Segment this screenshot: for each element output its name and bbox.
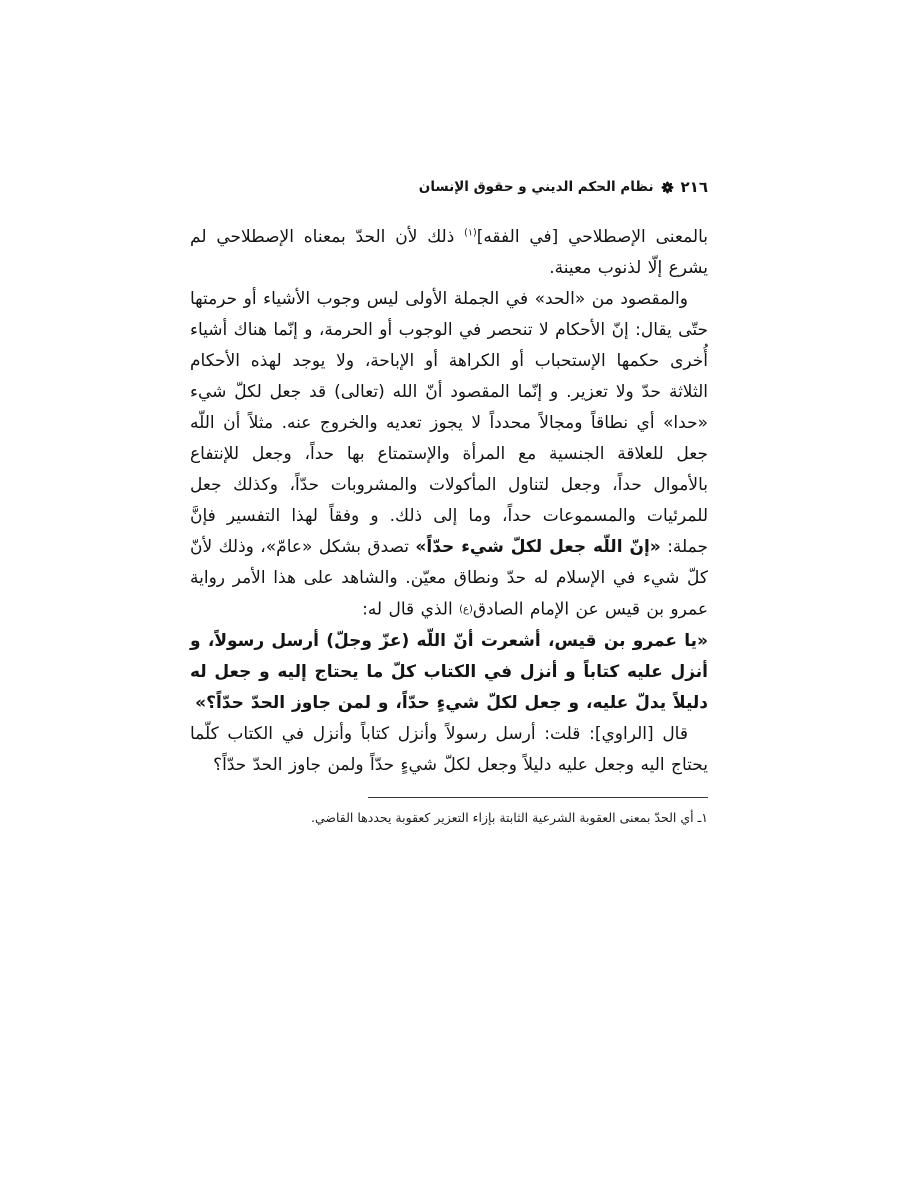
paragraph-hadith-quote: «يا عمرو بن قيس، أشعرت أنّ اللّه (عزّ وجلّ) أرسل رسولاً، و أنزل عليه كتاباً و أنزل في الكتاب كلّ ما يحتاج إليه و جعل له دليلاً يدلّ عليه، و جعل لكلّ شيءٍ حدّاً، و لمن جاوز الحدّ حدّاً؟» [190, 630, 708, 713]
paragraph-narrator-reply: قال [الراوي]: قلت: أرسل رسولاً وأنزل كتاباً وأنزل في الكتاب كلّما يحتاج اليه وجعل عليه دليلاً وجعل لكلّ شيءٍ حدّاً ولمن جاوز الحدّ حدّاً؟ [190, 723, 708, 775]
page-number: ٢١٦ [680, 178, 708, 196]
page-header [190, 178, 708, 196]
explanation-part2: تصدق بشكل «عامّ»، وذلك لأنّ كلّ شيء في الإسلام له حدّ ونطاق معيّن. والشاهد على هذا الأمر رواية عمرو بن قيس عن الإمام الصادق [190, 537, 708, 620]
paragraph-intro-rest: ذلك لأن الحدّ بمعناه الإصطلاحي لم يشرع إلّا لذنوب معينة. [190, 227, 708, 278]
footnote-block [190, 797, 708, 828]
paragraph-intro-text: بالمعنى الإصطلاحي [في الفقه] [476, 227, 708, 247]
explanation-part1: والمقصود من «الحد» في الجملة الأولى ليس وجوب الأشياء أو حرمتها حتّى يقال: إنّ الأحكام لا تنحصر في الوجوب أو الحرمة، و إنّما هناك أشياء أُخرى حكمها الإستحباب أو الكراهة أو الإباحة، ولا يوجد لهذه الأحكام الثلاثة حدّ ولا تعزير. و إنّما المقصود أنّ الله (تعالى) قد جعل لكلّ شيء «حدا» أي نطاقاً ومجالاً محدداً لا يجوز تعديه والخروج عنه. مثلاً أن اللّه جعل للعلاقة الجنسية مع المرأة والإستمتاع بها حداً، وجعل للإنتفاع بالأموال حداً، وجعل لتناول المأكولات والمشروبات حدّاً، وكذلك جعل للمرئيات والمسموعات حداً، وما إلى ذلك. و وفقاً لهذا التفسير فإنَّ جملة: [190, 289, 708, 557]
inline-bold-quote: «إنّ اللّه جعل لكلّ شيء حدّاً» [415, 537, 661, 557]
footnote-marker: (١) [464, 227, 477, 239]
honorific-symbol: (ع) [459, 604, 473, 615]
page-body [190, 222, 708, 781]
footnote-text: ١ـ أي الحدّ بمعنى العقوبة الشرعية الثابتة بإزاء التعزير كعقوبة يحددها القاضي. [310, 809, 708, 825]
paragraph-explanation [190, 284, 708, 626]
book-title: نظام الحكم الديني و حقوق الإنسان [418, 179, 654, 195]
paragraph-intro [190, 222, 708, 284]
explanation-part3: الذي قال له: [362, 599, 460, 620]
content-column [190, 178, 708, 828]
footnote-separator [368, 797, 708, 798]
flower-ornament-icon [661, 181, 674, 194]
